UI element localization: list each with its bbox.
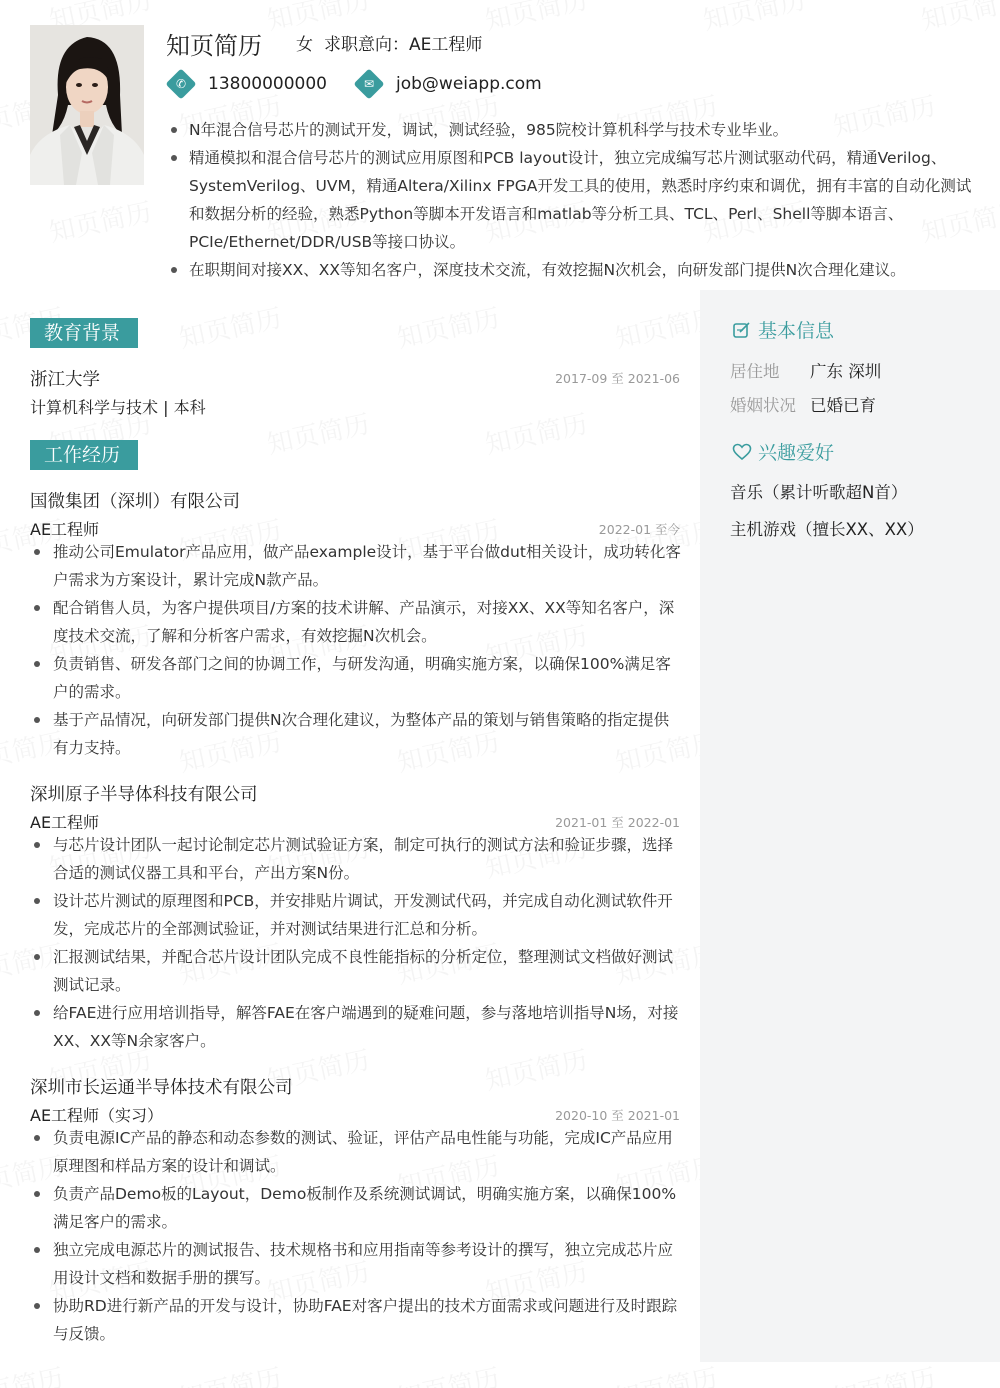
basic-info-title: 基本信息 xyxy=(758,320,835,342)
watermark-text xyxy=(175,1358,284,1388)
job-duty: 负责电源IC产品的静态和动态参数的测试、验证，评估产品电性能与功能，完成IC产品应用原理图和样品方案的设计和调试。 xyxy=(30,1124,682,1180)
watermark-text xyxy=(0,1358,67,1388)
heart-icon xyxy=(732,442,752,462)
education-section-title: 教育背景 xyxy=(30,318,138,348)
residence-value: 广东 深圳 xyxy=(810,362,882,381)
basic-info-heading xyxy=(732,316,834,343)
hobby-item: 音乐（累计听歌超N首） xyxy=(730,483,908,502)
phone-contact xyxy=(170,68,327,100)
watermark-text xyxy=(917,0,1000,37)
job-duty: 负责销售、研发各部门之间的协调工作，与研发沟通，明确实施方案，以确保100%满足客户的需求。 xyxy=(30,650,682,706)
job-role: AE工程师（实习） xyxy=(30,1106,164,1125)
job-duty: 设计芯片测试的原理图和PCB，并安排贴片调试，开发测试代码，并完成自动化测试软件开发，完成芯片的全部测试验证，并对测试结果进行汇总和分析。 xyxy=(30,887,682,943)
job-duties-list xyxy=(30,831,682,1055)
job-role: AE工程师 xyxy=(30,520,100,539)
gender-text: 女 xyxy=(296,35,313,55)
job-date: 2022-01 至今 xyxy=(598,522,680,537)
job-duty: 独立完成电源芯片的测试报告、技术规格书和应用指南等参考设计的撰写，独立完成芯片应用设计文档和数据手册的撰写。 xyxy=(30,1236,682,1292)
watermark-text xyxy=(393,298,502,356)
watermark-text xyxy=(699,0,808,37)
hobby-item: 主机游戏（擅长XX、XX） xyxy=(730,520,924,539)
residence-row xyxy=(730,358,881,382)
candidate-name: 知页简历 xyxy=(166,32,262,60)
hobby-title: 兴趣爱好 xyxy=(758,442,835,464)
education-date: 2017-09 至 2021-06 xyxy=(555,371,680,386)
residence-label: 居住地 xyxy=(730,362,780,381)
marital-label: 婚姻状况 xyxy=(730,396,796,415)
job-duty: 与芯片设计团队一起讨论制定芯片测试验证方案，制定可执行的测试方法和验证步骤，选择合适的测试仪器工具和平台，产出方案N份。 xyxy=(30,831,682,887)
watermark-text xyxy=(393,1358,502,1388)
profile-photo xyxy=(30,25,144,185)
school-name: 浙江大学 xyxy=(30,370,100,390)
watermark-text xyxy=(263,404,372,462)
mail-icon: ✉ xyxy=(353,68,384,99)
job-duty: 给FAE进行应用培训指导，解答FAE在客户端遇到的疑难问题，参与落地培训指导N场，对接XX、XX等N余家客户。 xyxy=(30,999,682,1055)
watermark-text xyxy=(175,298,284,356)
job-role: AE工程师 xyxy=(30,813,100,832)
watermark-text xyxy=(611,1358,720,1388)
summary-item: 精通模拟和混合信号芯片的测试应用原图和PCB layout设计，独立完成编写芯片测试驱动代码，精通Verilog、SystemVerilog、UVM，精通Altera/Xilinx FPGA开发工具的使用，熟悉时序约束和调优，拥有丰富的自动化测试和数据分析的经验，熟悉Python等脚本开发语言和matlab等分析工具、TCL、Perl、Shell等脚本语言、PCIe/Ethernet/DDR/USB等接口协议。 xyxy=(166,144,986,256)
watermark-text xyxy=(481,404,590,462)
major-degree: 计算机科学与技术 | 本科 xyxy=(30,398,206,417)
summary-list xyxy=(166,116,986,284)
watermark-text xyxy=(829,1358,938,1388)
phone-number: 13800000000 xyxy=(208,74,327,94)
company-name: 深圳原子半导体科技有限公司 xyxy=(30,785,258,805)
job-duty: 负责产品Demo板的Layout，Demo板制作及系统测试调试，明确实施方案，以确保100%满足客户的需求。 xyxy=(30,1180,682,1236)
job-duties-list xyxy=(30,1124,682,1348)
company-name: 国微集团（深圳）有限公司 xyxy=(30,492,240,512)
job-intent-text: 求职意向：AE工程师 xyxy=(324,35,483,55)
job-date: 2021-01 至 2022-01 xyxy=(555,815,680,830)
hobby-heading xyxy=(732,438,834,465)
email-contact xyxy=(358,68,542,100)
watermark-text xyxy=(45,192,154,250)
watermark-text xyxy=(481,0,590,37)
job-duty: 推动公司Emulator产品应用，做产品example设计，基于平台做dut相关设计，成功转化客户需求为方案设计，累计完成N款产品。 xyxy=(30,538,682,594)
job-duty: 协助RD进行新产品的开发与设计，协助FAE对客户提出的技术方面需求或问题进行及时跟踪与反馈。 xyxy=(30,1292,682,1348)
company-name: 深圳市长运通半导体技术有限公司 xyxy=(30,1078,293,1098)
work-section-title: 工作经历 xyxy=(30,440,138,470)
summary-item: 在职期间对接XX、XX等知名客户，深度技术交流，有效挖掘N次机会，向研发部门提供N次合理化建议。 xyxy=(166,256,986,284)
marital-row xyxy=(730,392,876,416)
email-address: job@weiapp.com xyxy=(396,74,542,94)
marital-value: 已婚已育 xyxy=(810,396,876,415)
job-duties-list xyxy=(30,538,682,762)
job-duty: 基于产品情况，向研发部门提供N次合理化建议，为整体产品的策划与销售策略的指定提供有力支持。 xyxy=(30,706,682,762)
edit-icon xyxy=(732,320,752,340)
job-duty: 配合销售人员，为客户提供项目/方案的技术讲解、产品演示，对接XX、XX等知名客户，深度技术交流，了解和分析客户需求，有效挖掘N次机会。 xyxy=(30,594,682,650)
phone-icon: ✆ xyxy=(165,68,196,99)
job-date: 2020-10 至 2021-01 xyxy=(555,1108,680,1123)
job-duty: 汇报测试结果，并配合芯片设计团队完成不良性能指标的分析定位，整理测试文档做好测试测试记录。 xyxy=(30,943,682,999)
summary-item: N年混合信号芯片的测试开发，调试，测试经验，985院校计算机科学与技术专业毕业。 xyxy=(166,116,986,144)
